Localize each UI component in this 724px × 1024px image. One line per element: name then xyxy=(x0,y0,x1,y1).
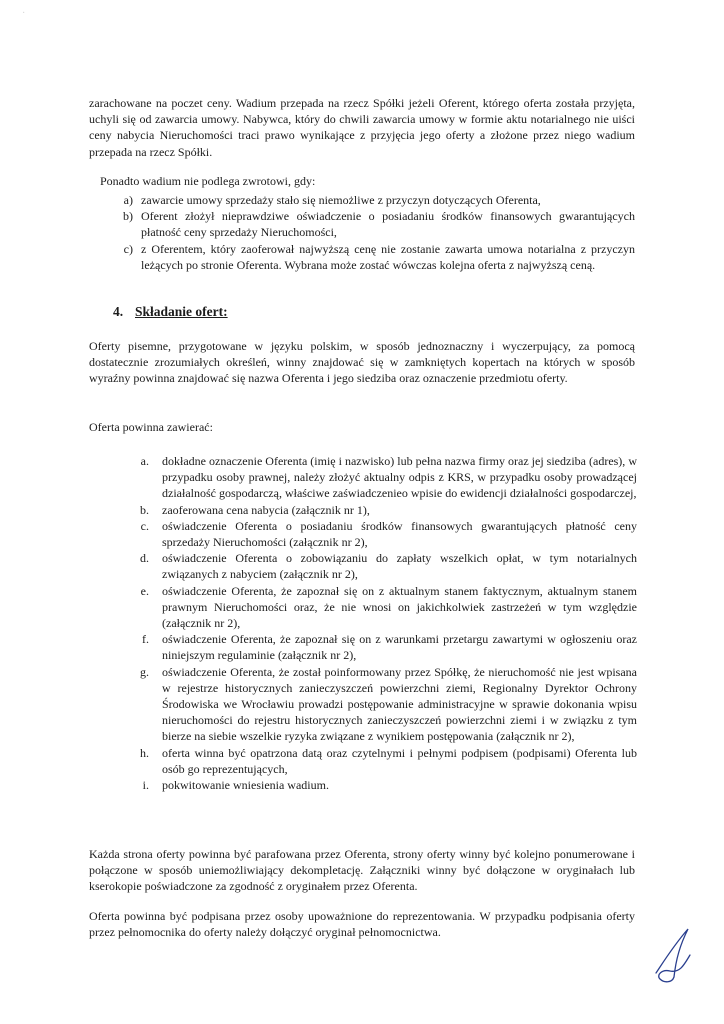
wadium-lead-text: Ponadto wadium nie podlega zwrotowi, gdy: xyxy=(100,174,316,188)
oferty-paragraph: Oferty pisemne, przygotowane w języku polskim, w sposób jednoznaczny i wyczerpujący, za pomocą dostatecznie zrozumiałych określeń, winny znajdować się w zamkniętych kopertach na których w sposób wyraźny powinna znajdować się nazwa Oferenta i jego siedziba oraz oznaczenie przedmiotu oferty. xyxy=(89,339,635,386)
section-number: 4. xyxy=(113,304,124,319)
list-item: b. zaoferowana cena nabycia (załącznik nr 1), xyxy=(140,502,370,517)
section-title: Składanie ofert: xyxy=(135,304,228,319)
wadium-list xyxy=(89,192,635,273)
page-initialing-paragraph: Każda strona oferty powinna być parafowana przez Oferenta, strony oferty winny być kolejno ponumerowane i połączone w sposób uniemożliwiający dekompletację. Załączniki winny być dołączone w oryginałach lub kserokopie poświadczone za zgodność z oryginałem przez Oferenta. xyxy=(89,847,635,894)
scan-speck: · xyxy=(22,8,26,19)
list-item: e. oświadczenie Oferenta, że zapoznał się on z aktualnym stanem faktycznym, aktualnym stanem prawnym Nieruchomości oraz, że nie wnosi on jakichkolwiek zastrzeżeń w tym względzie (załącznik nr 2), xyxy=(140,583,637,631)
signature-requirements-paragraph: Oferta powinna być podpisana przez osoby upoważnione do reprezentowania. W przypadku podpisania oferty przez pełnomocnika do oferty należy dołączyć oryginał pełnomocnictwa. xyxy=(89,909,635,940)
list-item: c. oświadczenie Oferenta o posiadaniu środków finansowych gwarantujących płatność ceny sprzedaży Nieruchomości (załącznik nr 2), xyxy=(140,518,637,550)
section-heading xyxy=(113,304,228,320)
intro-paragraph: zarachowane na poczet ceny. Wadium przepada na rzecz Spółki jeżeli Oferent, którego oferta została przyjęta, uchyli się od zawarcia umowy. Nabywca, który do chwili zawarcia umowy w formie aktu notarialnego nie uiści ceny nabycia Nieruchomości traci prawo wynikające z przyjęcia jego oferty a złożone przez niego wadium przepada na rzecz Spółki. xyxy=(89,96,635,159)
list-item: b) Oferent złożył nieprawdziwe oświadczenie o posiadaniu środków finansowych gwarantujących płatność ceny sprzedaży Nieruchomości, xyxy=(123,209,635,240)
list-item: c) z Oferentem, który zaoferował najwyższą cenę nie zostanie zawarta umowa notarialna z przyczyn leżących po stronie Oferenta. Wybrana może zostać wówczas kolejna oferta z najwyższą ceną. xyxy=(123,241,635,272)
list-item: f. oświadczenie Oferenta, że zapoznał się on z warunkami przetargu zawartymi w ogłoszeniu oraz niniejszym regulaminie (załącznik nr 2), xyxy=(142,632,637,663)
list-item: h. oferta winna być opatrzona datą oraz czytelnymi i pełnymi podpisem (podpisami) Oferenta lub osób go reprezentujących, xyxy=(140,745,637,776)
offer-contents-lead: Oferta powinna zawierać: xyxy=(89,420,213,434)
handwritten-initial-signature xyxy=(650,925,698,987)
list-item: a. dokładne oznaczenie Oferenta (imię i nazwisko) lub pełna nazwa firmy oraz jej siedziba (adres), w przypadku osoby prawnej, należy złożyć aktualny odpis z KRS, w przypadku osoby prowadzącej działalność gospodarczą, właściwe zaświadczenieo wpisie do ewidencji działalności gospodarczej, xyxy=(140,454,637,501)
signature-stroke xyxy=(656,929,690,982)
list-item: i. pokwitowanie wniesienia wadium. xyxy=(142,778,329,793)
list-item: g. oświadczenie Oferenta, że został poinformowany przez Spółkę, że nieruchomość nie jest wpisana w rejestrze historycznych zanieczyszczeń powierzchni ziemi, Regionalny Dyrektor Ochrony Środowiska we Wrocławiu prowadzi postępowanie administracyjne w sprawie dokonania wpisu nieruchomości do rejestru historycznych zanieczyszczeń powierzchni ziemi i w związku z tym bierze na siebie wszelkie ryzyka związane z wynikiem postępowania (załącznik nr 2), xyxy=(140,664,637,744)
offer-contents-list xyxy=(89,453,637,793)
list-item: a) zawarcie umowy sprzedaży stało się niemożliwe z przyczyn dotyczących Oferenta, xyxy=(123,193,541,207)
list-item: d. oświadczenie Oferenta o zobowiązaniu do zapłaty wszelkich opłat, w tym notarialnych związanych z nabyciem (załącznik nr 2), xyxy=(140,551,637,582)
